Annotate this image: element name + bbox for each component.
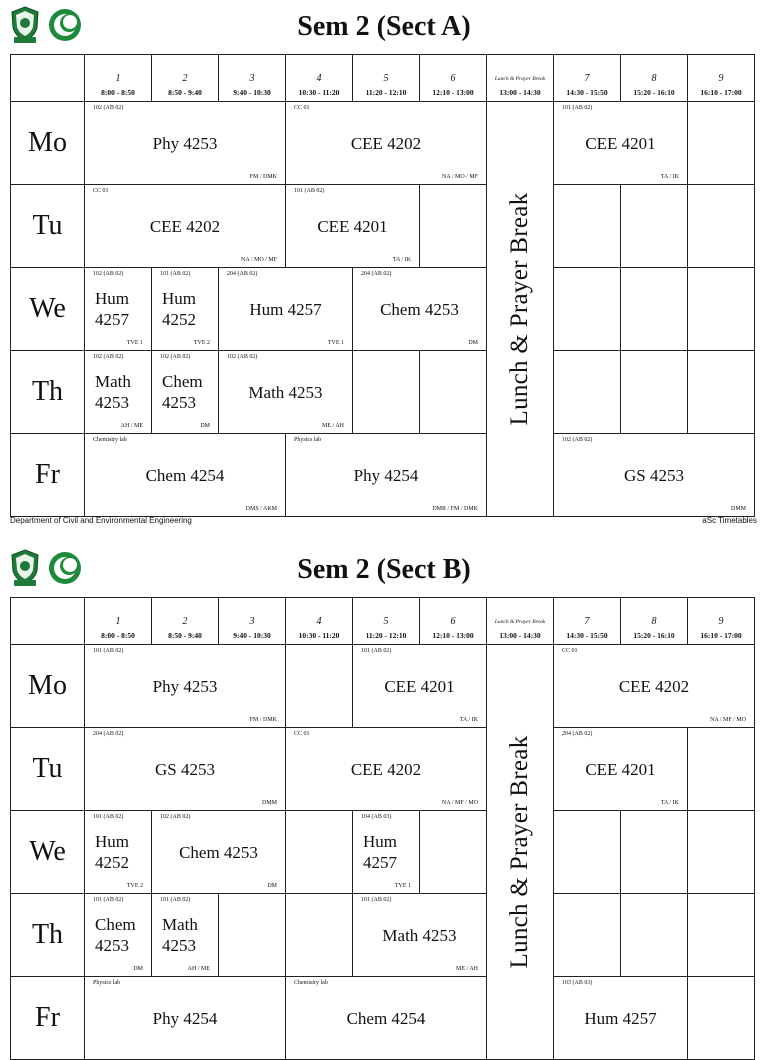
period-number: 4 — [316, 615, 322, 627]
class-cell — [353, 268, 487, 351]
empty-slot — [554, 894, 621, 977]
class-room: 101 (AB 02) — [294, 188, 325, 194]
footer-department: Department of Civil and Environmental Engineering — [10, 516, 192, 525]
class-room: CC 01 — [562, 648, 578, 654]
empty-slot — [688, 728, 755, 811]
header-row — [11, 55, 755, 102]
class-room: 103 (AB 03) — [562, 980, 593, 986]
class-cell — [554, 645, 755, 728]
period-header — [353, 598, 420, 645]
class-teacher: FM / DMK — [249, 717, 277, 723]
empty-slot — [219, 894, 286, 977]
empty-slot — [688, 811, 755, 894]
period-number: 9 — [718, 72, 724, 84]
footer-generator: aSc Timetables — [702, 516, 757, 525]
class-cell — [286, 185, 420, 268]
period-header — [219, 598, 286, 645]
class-room: Chemistry lab — [294, 980, 328, 986]
class-teacher: TVE 2 — [126, 883, 143, 889]
course-code: Hum 4257 — [363, 832, 397, 872]
class-teacher: DM — [468, 340, 478, 346]
course-code: Hum 4257 — [584, 1008, 657, 1028]
class-teacher: TA / IK — [660, 174, 679, 180]
period-time: 16:10 - 17:00 — [700, 630, 742, 640]
class-room: CC 01 — [294, 731, 310, 737]
class-room: Physics lab — [294, 437, 322, 443]
empty-slot — [688, 894, 755, 977]
period-number: 2 — [182, 72, 188, 84]
course-code: Chem 4253 — [380, 299, 459, 319]
class-teacher: NA / MO / MF — [441, 174, 478, 180]
class-cell — [353, 894, 487, 977]
period-header-lunch — [487, 55, 554, 102]
class-cell — [85, 434, 286, 517]
class-cell — [286, 977, 487, 1060]
empty-slot — [688, 102, 755, 185]
day-label: We — [11, 811, 85, 894]
course-code: Hum 4252 — [95, 832, 129, 872]
class-room: 204 (AB 02) — [227, 271, 258, 277]
class-cell — [85, 645, 286, 728]
period-header — [420, 598, 487, 645]
class-cell — [85, 728, 286, 811]
day-label: Fr — [11, 434, 85, 517]
period-header — [554, 598, 621, 645]
period-time: 12:10 - 13:00 — [432, 87, 474, 97]
class-cell — [219, 351, 353, 434]
class-cell — [219, 268, 353, 351]
empty-slot — [286, 894, 353, 977]
class-room: Physics lab — [93, 980, 121, 986]
class-cell — [353, 811, 420, 894]
period-time: 13:00 - 14:30 — [499, 87, 541, 97]
empty-slot — [420, 185, 487, 268]
class-room: 104 (AB 03) — [361, 814, 392, 820]
class-cell — [554, 728, 688, 811]
period-number: Lunch & Prayer Break — [494, 618, 546, 625]
lunch-break-label: Lunch & Prayer Break — [506, 735, 533, 969]
period-header — [286, 55, 353, 102]
corner-cell — [11, 598, 85, 645]
period-number: 2 — [182, 615, 188, 627]
class-room: 101 (AB 02) — [361, 648, 392, 654]
empty-slot — [286, 645, 353, 728]
period-time: 10:30 - 11:20 — [298, 630, 340, 640]
class-room: 102 (AB 02) — [93, 271, 124, 277]
day-label: Mo — [11, 102, 85, 185]
class-room: 102 (AB 02) — [160, 354, 191, 360]
empty-slot — [621, 894, 688, 977]
class-room: 204 (AB 02) — [93, 731, 124, 737]
class-cell — [286, 102, 487, 185]
period-header — [219, 55, 286, 102]
class-cell — [554, 102, 688, 185]
period-time: 8:50 - 9:40 — [168, 87, 202, 97]
class-cell — [152, 894, 219, 977]
period-time: 16:10 - 17:00 — [700, 87, 742, 97]
period-time: 11:20 - 12:10 — [365, 630, 407, 640]
class-teacher: DMM — [261, 800, 277, 806]
class-room: 102 (AB 02) — [562, 437, 593, 443]
class-teacher: NA / MF / MO — [709, 717, 746, 723]
course-code: CEE 4201 — [317, 216, 388, 236]
class-room: 102 (AB 02) — [93, 354, 124, 360]
period-number: 7 — [584, 615, 590, 627]
class-teacher: ME / AH — [455, 966, 478, 972]
class-cell — [85, 894, 152, 977]
period-header-lunch — [487, 598, 554, 645]
period-time: 9:40 - 10:30 — [233, 630, 271, 640]
class-cell — [85, 811, 152, 894]
course-code: Phy 4254 — [353, 465, 419, 485]
class-teacher: TVE 1 — [394, 883, 411, 889]
class-teacher: TVE 1 — [327, 340, 344, 346]
class-teacher: TVE 1 — [126, 340, 143, 346]
day-label: Fr — [11, 977, 85, 1060]
course-code: Chem 4253 — [162, 372, 203, 412]
period-number: 4 — [316, 72, 322, 84]
class-room: CC 01 — [93, 188, 109, 194]
class-room: CC 01 — [294, 105, 310, 111]
empty-slot — [688, 351, 755, 434]
class-room: 101 (AB 02) — [562, 105, 593, 111]
period-number: 1 — [115, 72, 121, 84]
corner-cell — [11, 55, 85, 102]
period-number: 5 — [383, 72, 389, 84]
period-number: 3 — [249, 72, 255, 84]
class-teacher: AH / ME — [187, 966, 210, 972]
day-row — [11, 728, 755, 811]
class-cell — [286, 728, 487, 811]
empty-slot — [420, 351, 487, 434]
period-number: Lunch & Prayer Break — [494, 75, 546, 82]
day-label: Th — [11, 351, 85, 434]
class-cell — [554, 977, 688, 1060]
course-code: CEE 4201 — [585, 133, 656, 153]
course-code: CEE 4201 — [384, 676, 455, 696]
period-header — [621, 598, 688, 645]
class-room: Chemistry lab — [93, 437, 127, 443]
class-teacher: DM — [133, 966, 143, 972]
course-code: Chem 4254 — [346, 1008, 426, 1028]
class-teacher: TA / IK — [392, 257, 411, 263]
course-code: CEE 4201 — [585, 759, 656, 779]
class-room: 101 (AB 02) — [160, 271, 191, 277]
timetable-grid — [10, 54, 755, 517]
class-cell — [554, 434, 755, 517]
class-teacher: TVE 2 — [193, 340, 210, 346]
day-row — [11, 977, 755, 1060]
course-code: Hum 4252 — [162, 289, 196, 329]
period-header — [152, 55, 219, 102]
period-time: 8:00 - 8:50 — [101, 87, 135, 97]
class-cell — [353, 645, 487, 728]
empty-slot — [621, 185, 688, 268]
period-number: 3 — [249, 615, 255, 627]
empty-slot — [621, 811, 688, 894]
timetable-title: Sem 2 (Sect A) — [297, 11, 471, 42]
course-code: Math 4253 — [162, 915, 198, 955]
class-cell — [152, 351, 219, 434]
class-cell — [85, 977, 286, 1060]
class-teacher: NA / MF / MO — [441, 800, 478, 806]
day-row — [11, 102, 755, 185]
course-code: Chem 4253 — [95, 915, 136, 955]
lunch-break-cell — [487, 102, 554, 517]
class-teacher: NA / MO / MF — [240, 257, 277, 263]
class-teacher: DM — [267, 883, 277, 889]
course-code: CEE 4202 — [618, 676, 690, 696]
course-code: Phy 4253 — [152, 676, 218, 696]
day-row — [11, 185, 755, 268]
class-room: 101 (AB 02) — [93, 648, 124, 654]
period-time: 10:30 - 11:20 — [298, 87, 340, 97]
period-time: 11:20 - 12:10 — [365, 87, 407, 97]
class-teacher: DMM — [730, 506, 746, 512]
course-code: Hum 4257 — [249, 299, 322, 319]
course-code: Phy 4254 — [152, 1008, 218, 1028]
period-header — [621, 55, 688, 102]
empty-slot — [688, 185, 755, 268]
empty-slot — [554, 811, 621, 894]
lunch-break-cell — [487, 645, 554, 1060]
day-label: Th — [11, 894, 85, 977]
course-code: Chem 4254 — [145, 465, 225, 485]
course-code: Math 4253 — [95, 372, 131, 412]
empty-slot — [286, 811, 353, 894]
class-room: 204 (AB 02) — [562, 731, 593, 737]
class-room: 102 (AB 02) — [227, 354, 258, 360]
period-time: 15:20 - 16:10 — [633, 87, 675, 97]
day-row — [11, 894, 755, 977]
course-code: CEE 4202 — [350, 759, 422, 779]
course-code: GS 4253 — [624, 465, 684, 485]
empty-slot — [353, 351, 420, 434]
class-teacher: ME / AH — [321, 423, 344, 429]
day-label: Tu — [11, 185, 85, 268]
empty-slot — [554, 351, 621, 434]
course-code: Math 4253 — [248, 382, 323, 402]
period-header — [286, 598, 353, 645]
period-number: 8 — [651, 615, 657, 627]
timetable-title: Sem 2 (Sect B) — [297, 554, 471, 585]
class-teacher: DMR / FM / DMK — [432, 506, 478, 512]
timetable-grid — [10, 597, 755, 1060]
period-number: 6 — [450, 615, 456, 627]
course-code: CEE 4202 — [350, 133, 422, 153]
period-header — [85, 598, 152, 645]
period-header — [420, 55, 487, 102]
period-number: 8 — [651, 72, 657, 84]
empty-slot — [688, 268, 755, 351]
empty-slot — [554, 185, 621, 268]
day-row — [11, 268, 755, 351]
class-room: 101 (AB 02) — [160, 897, 191, 903]
class-cell — [85, 268, 152, 351]
class-room: 102 (AB 02) — [160, 814, 191, 820]
course-code: Chem 4253 — [179, 842, 258, 862]
period-time: 12:10 - 13:00 — [432, 630, 474, 640]
period-time: 8:00 - 8:50 — [101, 630, 135, 640]
day-row — [11, 811, 755, 894]
class-teacher: FM / DMK — [249, 174, 277, 180]
empty-slot — [554, 268, 621, 351]
period-number: 7 — [584, 72, 590, 84]
day-label: We — [11, 268, 85, 351]
empty-slot — [621, 268, 688, 351]
period-time: 14:30 - 15:50 — [566, 87, 608, 97]
course-code: GS 4253 — [155, 759, 215, 779]
period-number: 1 — [115, 615, 121, 627]
day-row — [11, 351, 755, 434]
period-header — [554, 55, 621, 102]
class-cell — [85, 102, 286, 185]
class-room: 204 (AB 02) — [361, 271, 392, 277]
empty-slot — [688, 977, 755, 1060]
class-teacher: DMS / AKM — [245, 506, 277, 512]
period-time: 15:20 - 16:10 — [633, 630, 675, 640]
period-header — [353, 55, 420, 102]
empty-slot — [621, 351, 688, 434]
period-number: 6 — [450, 72, 456, 84]
course-code: Phy 4253 — [152, 133, 218, 153]
period-header — [85, 55, 152, 102]
day-label: Mo — [11, 645, 85, 728]
period-header — [688, 55, 755, 102]
day-row — [11, 645, 755, 728]
period-header — [688, 598, 755, 645]
class-teacher: TA / IK — [660, 800, 679, 806]
class-teacher: TA / IK — [459, 717, 478, 723]
class-cell — [152, 811, 286, 894]
period-time: 9:40 - 10:30 — [233, 87, 271, 97]
class-room: 101 (AB 02) — [93, 897, 124, 903]
period-time: 13:00 - 14:30 — [499, 630, 541, 640]
course-code: Math 4253 — [382, 925, 457, 945]
class-teacher: AH / ME — [120, 423, 143, 429]
empty-slot — [420, 811, 487, 894]
period-number: 9 — [718, 615, 724, 627]
class-cell — [286, 434, 487, 517]
period-number: 5 — [383, 615, 389, 627]
class-room: 102 (AB 02) — [93, 105, 124, 111]
period-header — [152, 598, 219, 645]
course-code: Hum 4257 — [95, 289, 129, 329]
class-cell — [152, 268, 219, 351]
header-row — [11, 598, 755, 645]
class-room: 101 (AB 02) — [361, 897, 392, 903]
day-row — [11, 434, 755, 517]
class-teacher: DM — [200, 423, 210, 429]
class-cell — [85, 185, 286, 268]
course-code: CEE 4202 — [149, 216, 221, 236]
lunch-break-label: Lunch & Prayer Break — [506, 192, 533, 426]
day-label: Tu — [11, 728, 85, 811]
period-time: 8:50 - 9:40 — [168, 630, 202, 640]
class-room: 101 (AB 02) — [93, 814, 124, 820]
class-cell — [85, 351, 152, 434]
period-time: 14:30 - 15:50 — [566, 630, 608, 640]
